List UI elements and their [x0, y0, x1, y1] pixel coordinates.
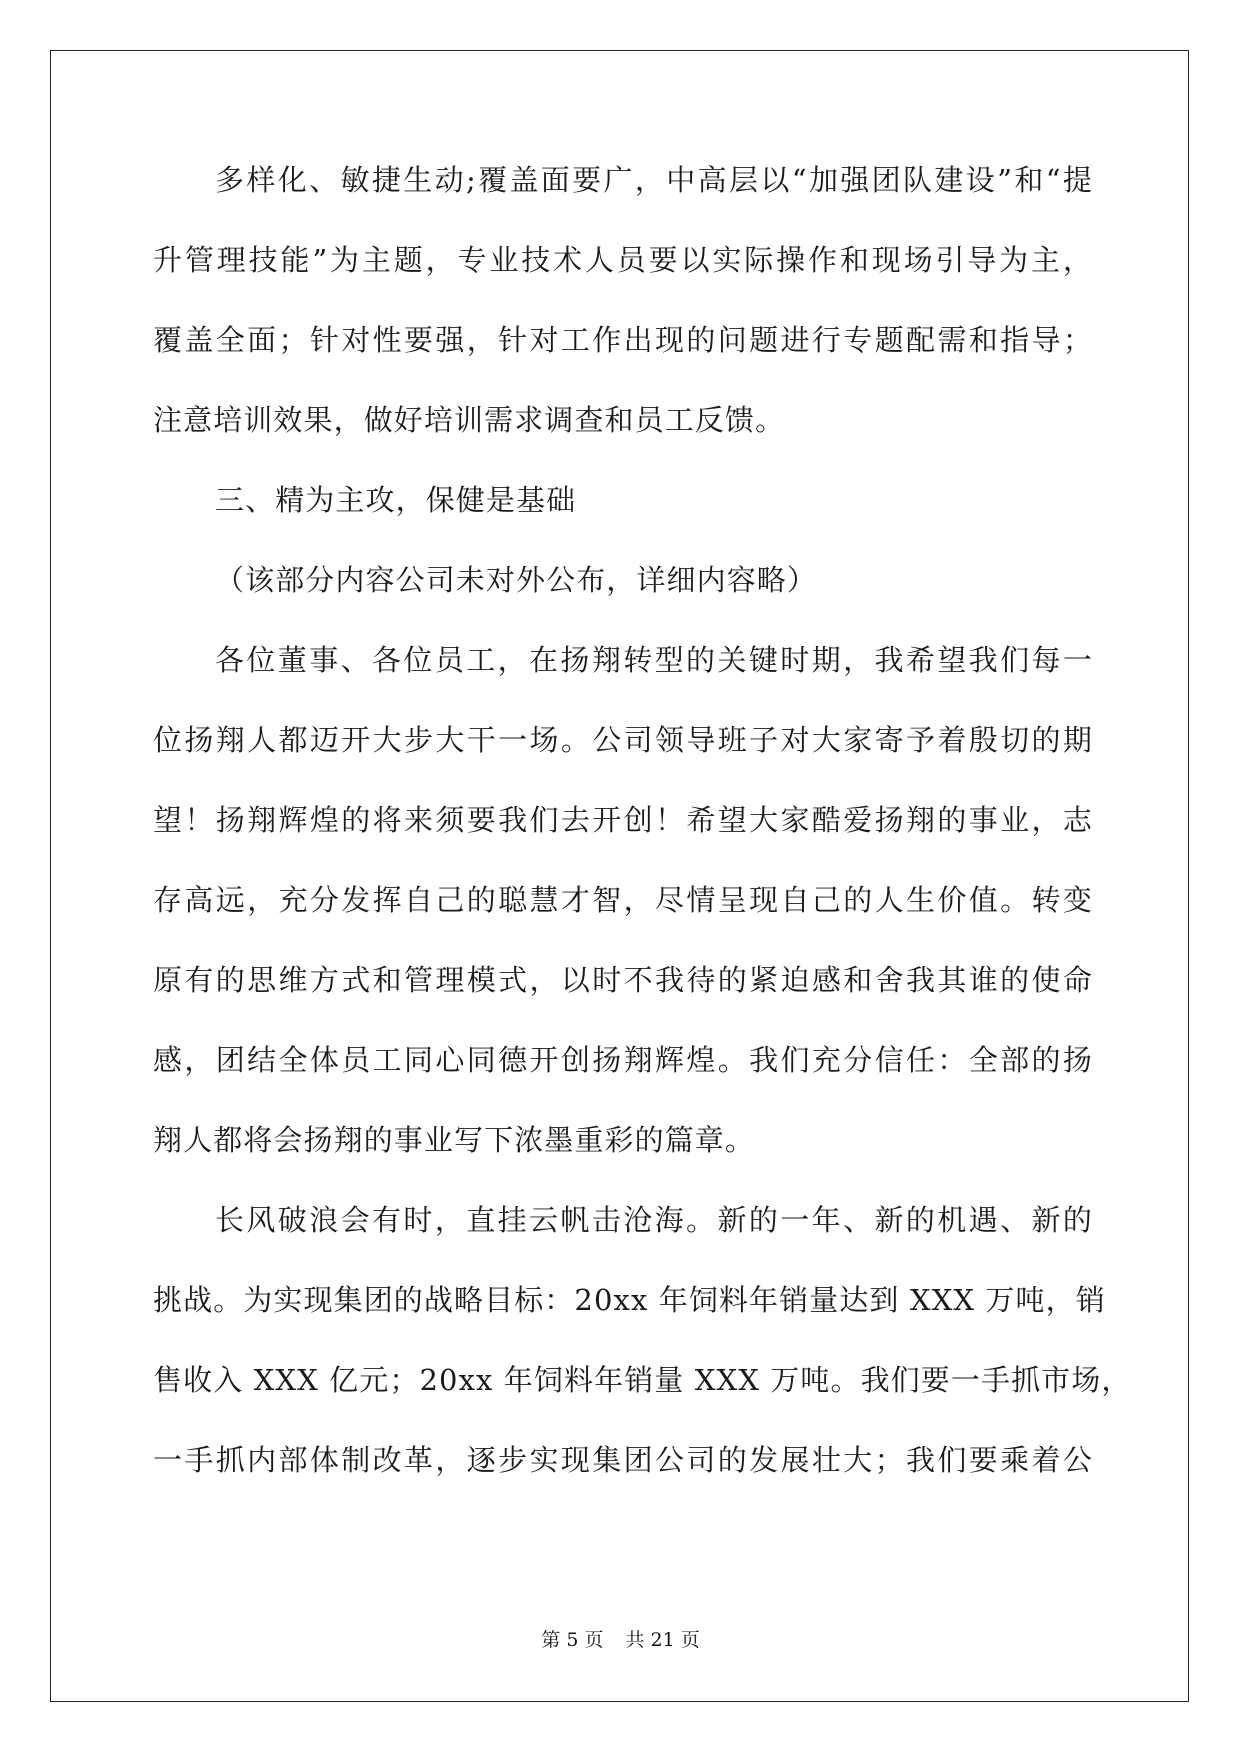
text-line: 存高远，充分发挥自己的聪慧才智，尽情呈现自己的人生价值。转变 [153, 883, 1093, 917]
text-line: 各位董事、各位员工，在扬翔转型的关键时期，我希望我们每一 [215, 643, 1093, 677]
text-line: 一手抓内部体制改革，逐步实现集团公司的发展壮大；我们要乘着公 [153, 1443, 1093, 1477]
text-line: 升管理技能”为主题，专业技术人员要以实际操作和现场引导为主， [153, 243, 1093, 277]
text-line: 感，团结全体员工同心同德开创扬翔辉煌。我们充分信任：全部的扬 [153, 1043, 1093, 1077]
page-footer [0, 1628, 1241, 1652]
text-line: 覆盖全面；针对性要强，针对工作出现的问题进行专题配需和指导； [153, 323, 1093, 357]
text-line: 注意培训效果，做好培训需求调查和员工反馈。 [153, 403, 786, 437]
text-line: 长风破浪会有时，直挂云帆击沧海。新的一年、新的机遇、新的 [215, 1203, 1093, 1237]
text-line: 挑战。为实现集团的战略目标：20xx 年饲料年销量达到 XXX 万吨，销 [153, 1283, 1106, 1317]
text-line: 多样化、敏捷生动;覆盖面要广，中高层以“加强团队建设”和“提 [215, 163, 1093, 197]
text-line: 翔人都将会扬翔的事业写下浓墨重彩的篇章。 [153, 1123, 756, 1157]
text-line: 位扬翔人都迈开大步大干一场。公司领导班子对大家寄予着殷切的期 [153, 723, 1093, 757]
document-body [153, 160, 1132, 1520]
section-heading: 三、精为主攻，保健是基础 [215, 483, 577, 517]
text-line: （该部分内容公司未对外公布，详细内容略） [215, 563, 818, 597]
page-number: 第 5 页 [541, 1629, 604, 1651]
page-total: 共 21 页 [625, 1629, 700, 1651]
text-line: 售收入 XXX 亿元；20xx 年饲料年销量 XXX 万吨。我们要一手抓市场， [153, 1363, 1132, 1397]
text-line: 望！扬翔辉煌的将来须要我们去开创！希望大家酷爱扬翔的事业，志 [153, 803, 1093, 837]
text-line: 原有的思维方式和管理模式，以时不我待的紧迫感和舍我其谁的使命 [153, 963, 1093, 997]
